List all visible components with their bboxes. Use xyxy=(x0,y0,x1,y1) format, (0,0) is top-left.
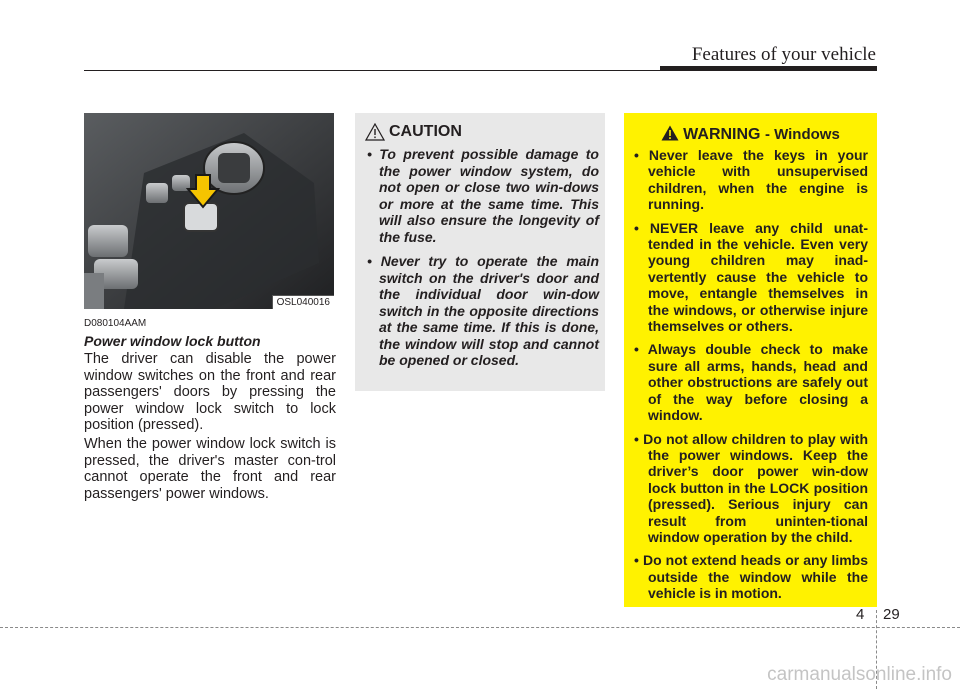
header-divider-accent xyxy=(660,66,877,71)
warning-item: • NEVER leave any child unat-tended in the vehicle. Even very young children may inad-vertently cause the vehicle to move, entangle themselves in the windows, or otherwise injure themselves or others. xyxy=(634,219,868,335)
warning-triangle-icon xyxy=(661,125,679,141)
warning-list xyxy=(634,147,868,609)
warning-item: • Always double check to make sure all arms, hands, head and other obstructions are safely out of the way before closing a window. xyxy=(634,341,868,424)
body-paragraph-1: The driver can disable the power window switches on the front and rear passengers' doors by pressing the power window lock switch to lock position (pressed). xyxy=(84,351,336,433)
door-panel-illustration xyxy=(84,113,334,309)
warning-box xyxy=(624,113,877,607)
page-number: 29 xyxy=(883,606,900,623)
warning-item: • Do not allow children to play with the power windows. Keep the driver’s door power win-dow lock button in the LOCK position (pressed). Serious injury can result from uninten-tional window operation by the child. xyxy=(634,430,868,545)
caution-item: • Never try to operate the main switch on the driver's door and the individual door win-dow switch in the opposite directions at the same time. If this is done, the window will stop and cannot be opened or closed. xyxy=(367,253,599,368)
watermark: carmanualsonline.info xyxy=(767,664,952,685)
door-switch-photo xyxy=(84,113,334,309)
figure-label: OSL040016 xyxy=(272,295,334,309)
caution-item: • To prevent possible damage to the power window system, do not open or close two win-dows or more at the same time. This will also ensure the longevity of the fuse. xyxy=(367,146,599,245)
body-paragraph-2: When the power window lock switch is pressed, the driver's master con-trol cannot operate the front and rear passengers' power windows. xyxy=(84,436,336,502)
warning-heading xyxy=(624,125,877,144)
warning-item: • Do not extend heads or any limbs outside the window while the vehicle is in motion. xyxy=(634,552,868,602)
caution-list xyxy=(367,146,599,377)
caution-title: CAUTION xyxy=(389,123,462,140)
warning-item: • Never leave the keys in your vehicle with unsupervised children, when the engine is running. xyxy=(634,147,868,213)
warning-title: WARNING xyxy=(683,126,761,143)
chapter-number: 4 xyxy=(856,606,865,623)
footer-divider xyxy=(0,627,960,628)
warning-subtitle: - Windows xyxy=(764,126,840,143)
section-heading: Power window lock button xyxy=(84,333,261,349)
caution-triangle-icon xyxy=(365,123,385,141)
caution-box xyxy=(355,113,605,391)
section-code: D080104AAM xyxy=(84,318,147,329)
header-title: Features of your vehicle xyxy=(691,44,876,65)
